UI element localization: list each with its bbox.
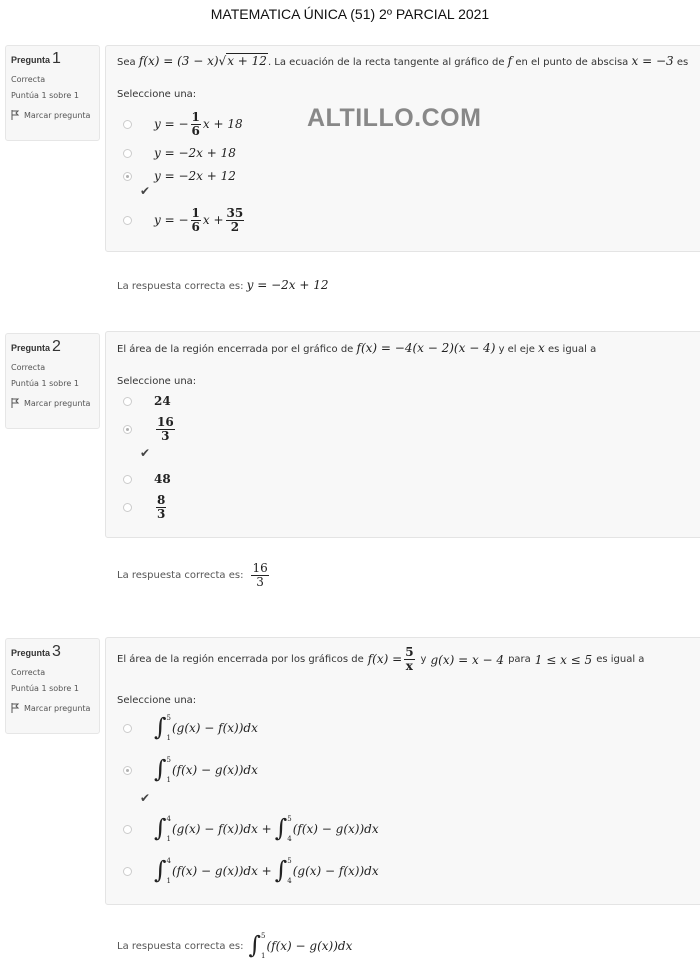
option-1c[interactable] xyxy=(123,169,236,183)
answer-prefix: La respuesta correcta es: xyxy=(117,570,244,581)
question-text-intro: El área de la región encerrada por el gráfico de xyxy=(117,344,354,355)
option-text: $\frac{8}{3}$ xyxy=(157,493,166,521)
option-1a[interactable] xyxy=(123,111,243,138)
question-text-end: es igual a xyxy=(596,654,645,665)
question-text-mid: y el eje xyxy=(498,344,535,355)
flag-icon xyxy=(11,398,20,408)
question-text-1: Sea f(x) = (3 − x)√x + 12. La ecuación de la recta tangente al gráfico de f en el punto de abscisa x = −3 es xyxy=(117,54,689,68)
select-label: Seleccione una: xyxy=(117,89,197,100)
option-1d[interactable] xyxy=(123,207,246,234)
question-text-es: es xyxy=(676,57,689,68)
question-text-intro: El área de la región encerrada por los gráficos de xyxy=(117,654,364,665)
correct-answer-2 xyxy=(117,562,271,589)
correct-answer-3 xyxy=(117,932,352,960)
question-text-3 xyxy=(117,646,644,673)
question-status: Correcta xyxy=(11,363,46,372)
radio-button[interactable] xyxy=(123,724,132,733)
math-function-g: g(x) = x − 4 xyxy=(430,652,505,667)
page-title: MATEMATICA ÚNICA (51) 2º PARCIAL 2021 xyxy=(210,6,490,22)
option-text: y = −2x + 18 xyxy=(154,146,236,160)
math-sqrt: x + 12 xyxy=(227,54,267,68)
question-status: Correcta xyxy=(11,75,46,84)
option-text: ∫ 5 1 (f(x) − g(x))dx xyxy=(154,755,258,784)
watermark: ALTILLO.COM xyxy=(307,104,482,132)
question-label: Pregunta xyxy=(11,343,51,353)
question-text-2 xyxy=(117,341,596,355)
radio-button[interactable] xyxy=(123,475,132,484)
option-text: ∫ 4 1 (f(x) − g(x))dx + ∫ 5 4 (g(x) − f(x))dx xyxy=(154,856,379,885)
question-text-y: y xyxy=(420,654,427,665)
select-label: Seleccione una: xyxy=(117,376,197,387)
radio-button[interactable] xyxy=(123,397,132,406)
question-score: Puntúa 1 sobre 1 xyxy=(11,684,79,693)
question-number-3 xyxy=(11,643,94,661)
radio-button-selected[interactable] xyxy=(123,425,132,434)
option-text: y = −2x + 12 xyxy=(154,169,236,183)
check-icon: ✔ xyxy=(140,791,151,805)
question-label: Pregunta xyxy=(11,648,51,658)
question-text-end: en el punto de abscisa xyxy=(515,57,629,68)
radio-button[interactable] xyxy=(123,120,132,129)
question-text-end: es igual a xyxy=(548,344,597,355)
question-text-intro: Sea xyxy=(117,57,136,68)
radio-button-selected[interactable] xyxy=(123,172,132,181)
question-score: Puntúa 1 sobre 1 xyxy=(11,379,79,388)
answer-prefix: La respuesta correcta es: xyxy=(117,281,244,292)
option-text: ∫ 5 1 (g(x) − f(x))dx xyxy=(154,713,258,742)
radio-button[interactable] xyxy=(123,867,132,876)
check-icon: ✔ xyxy=(140,446,151,460)
flag-question-button[interactable] xyxy=(11,398,94,408)
radio-button-selected[interactable] xyxy=(123,766,132,775)
option-3b[interactable] xyxy=(123,756,258,784)
option-3c[interactable] xyxy=(123,815,379,843)
correct-answer-1 xyxy=(117,278,329,292)
math-x: x xyxy=(538,341,545,355)
question-number: 3 xyxy=(52,643,61,660)
option-3a[interactable] xyxy=(123,714,258,742)
option-1b[interactable] xyxy=(123,146,236,160)
option-2d[interactable] xyxy=(123,494,168,521)
answer-value: ∫ 5 1 (f(x) − g(x))dx xyxy=(248,931,353,960)
flag-question-button[interactable] xyxy=(11,703,94,713)
question-number: 2 xyxy=(52,338,61,355)
math-function: f(x) = −4(x − 2)(x − 4) xyxy=(356,341,496,355)
flag-icon xyxy=(11,703,20,713)
answer-value: y = −2x + 12 xyxy=(246,278,329,292)
radio-button[interactable] xyxy=(123,216,132,225)
radio-button[interactable] xyxy=(123,503,132,512)
question-content-1 xyxy=(105,45,700,252)
answer-prefix: La respuesta correcta es: xyxy=(117,940,244,952)
option-3d[interactable] xyxy=(123,857,379,885)
flag-icon xyxy=(11,110,20,120)
question-content-3 xyxy=(105,637,700,905)
math-point: x = −3 xyxy=(631,54,674,68)
question-content-2 xyxy=(105,331,700,538)
question-info-3 xyxy=(5,638,100,734)
check-icon: ✔ xyxy=(140,184,151,198)
flag-question-button[interactable] xyxy=(11,110,94,120)
option-text: 48 xyxy=(154,472,171,486)
math-f: f xyxy=(507,54,513,68)
option-text: ∫ 4 1 (g(x) − f(x))dx + ∫ 5 4 (f(x) − g(x))dx xyxy=(154,814,379,843)
question-info-1 xyxy=(5,45,100,141)
radio-button[interactable] xyxy=(123,149,132,158)
option-text: y = − $\frac{1}{6}$ x + 18 xyxy=(154,110,243,138)
option-2a[interactable] xyxy=(123,394,171,408)
flag-question-label: Marcar pregunta xyxy=(24,110,91,120)
option-text: 24 xyxy=(154,394,171,408)
math-function-f: f(x) = $\frac{5}{x}$ xyxy=(367,645,414,673)
question-text-para: para xyxy=(508,654,531,665)
question-score: Puntúa 1 sobre 1 xyxy=(11,91,79,100)
math-function: f(x) = (3 − x) xyxy=(138,54,219,68)
option-text: y = − $\frac{1}{6}$ x + $\frac{35}{2}$ xyxy=(154,206,244,234)
question-label: Pregunta xyxy=(11,55,51,65)
question-text-mid: . La ecuación de la recta tangente al gráfico de xyxy=(267,57,505,68)
flag-question-label: Marcar pregunta xyxy=(24,703,91,713)
option-text: $\frac{16}{3}$ xyxy=(157,415,174,443)
question-number: 1 xyxy=(52,50,61,67)
question-status: Correcta xyxy=(11,668,46,677)
answer-value: $\frac{16}{3}$ xyxy=(252,561,268,589)
select-label: Seleccione una: xyxy=(117,695,197,706)
math-range: 1 ≤ x ≤ 5 xyxy=(534,652,593,667)
radio-button[interactable] xyxy=(123,825,132,834)
question-number-2 xyxy=(11,338,94,356)
question-info-2 xyxy=(5,333,100,429)
flag-question-label: Marcar pregunta xyxy=(24,398,91,408)
question-number-1 xyxy=(11,50,94,68)
option-2b[interactable] xyxy=(123,416,177,443)
option-2c[interactable] xyxy=(123,472,171,486)
